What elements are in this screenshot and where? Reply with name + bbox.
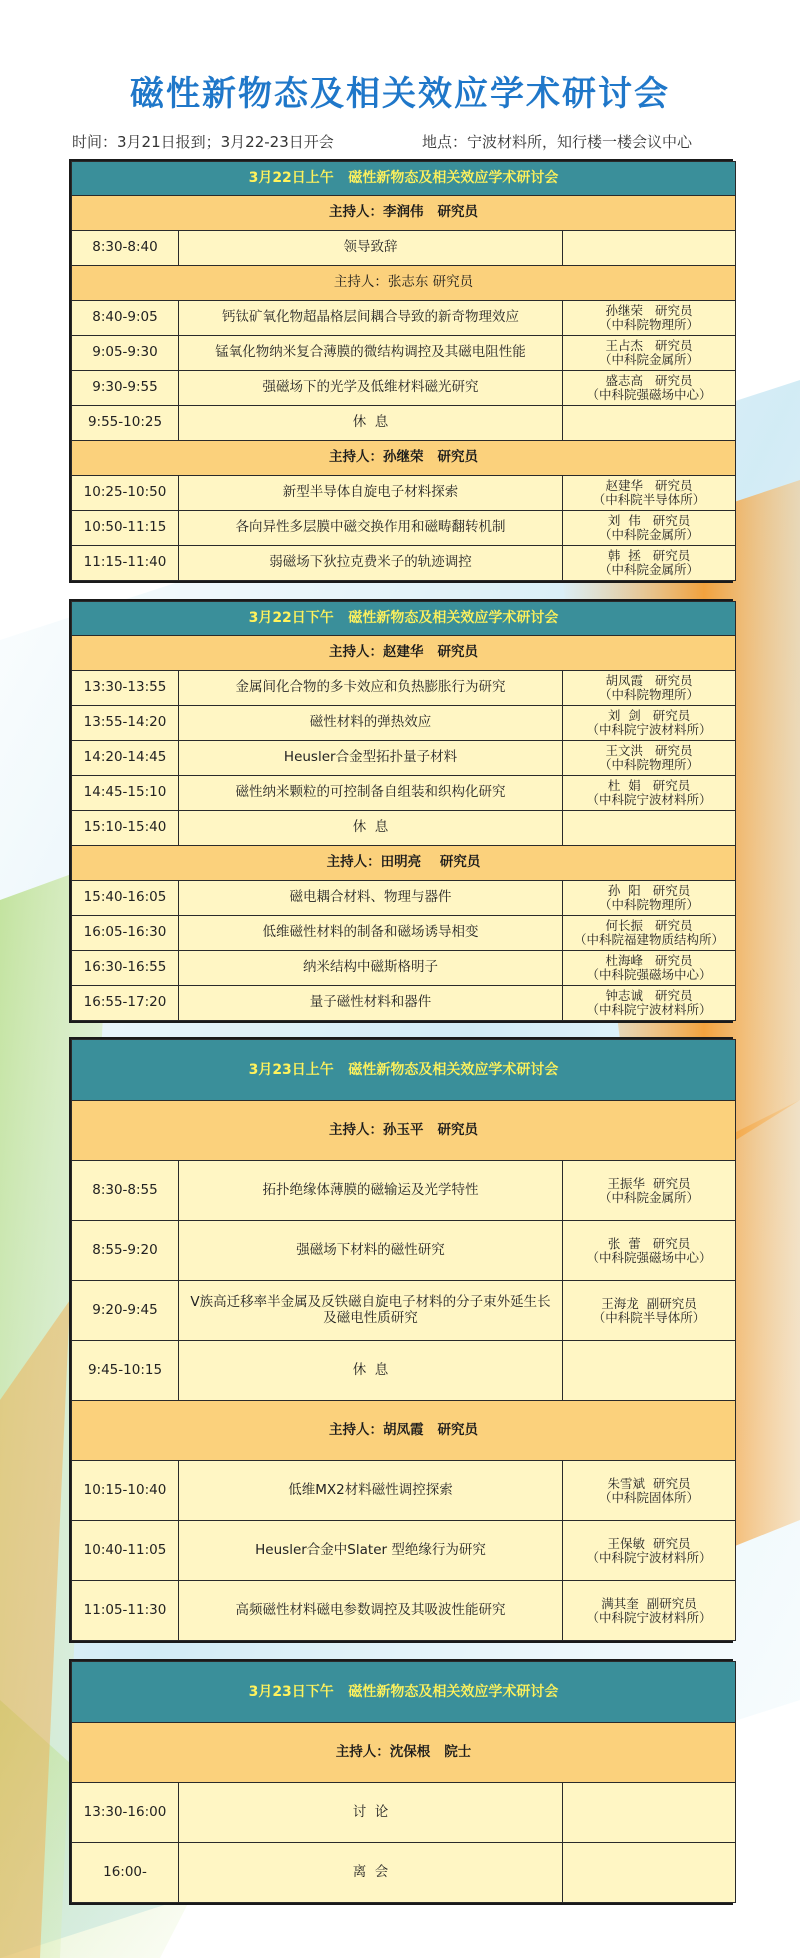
speaker-name: 满其奎 副研究员 <box>601 1595 697 1611</box>
speaker-name: 王文洪 研究员 <box>605 743 693 758</box>
speaker-name: 刘 伟 研究员 <box>607 513 691 528</box>
chair-text: 主持人：田明亮 研究员 <box>326 854 481 871</box>
talk-title: 离 会 <box>179 1843 563 1903</box>
table-row <box>72 916 736 951</box>
table-row <box>72 1161 736 1221</box>
speaker-affiliation: （中科院强磁场中心） <box>586 967 712 982</box>
speaker-cell <box>563 231 736 266</box>
speaker-name: 孙继荣 研究员 <box>605 303 693 318</box>
speaker-name: 朱雪斌 研究员 <box>607 1475 691 1491</box>
table-row <box>72 1281 736 1341</box>
table-row <box>72 1843 736 1903</box>
time-slot: 11:05-11:30 <box>72 1581 179 1641</box>
table-row <box>72 986 736 1021</box>
speaker-cell <box>563 811 736 846</box>
speaker-cell <box>563 511 736 546</box>
page-title: 磁性新物态及相关效应学术研讨会 <box>130 74 670 114</box>
table-row <box>72 811 736 846</box>
talk-title: 拓扑绝缘体薄膜的磁输运及光学特性 <box>179 1161 563 1221</box>
chair-row <box>72 196 736 231</box>
speaker-cell <box>563 916 736 951</box>
chair-text: 主持人：孙玉平 研究员 <box>328 1121 479 1138</box>
table-row <box>72 511 736 546</box>
speaker-name: 孙 阳 研究员 <box>607 883 691 898</box>
speaker-affiliation: （中科院宁波材料所） <box>586 1609 712 1625</box>
time-slot: 16:00- <box>72 1843 179 1903</box>
table-row <box>72 1221 736 1281</box>
speaker-cell <box>563 706 736 741</box>
time-slot: 10:25-10:50 <box>72 476 179 511</box>
chair-row <box>72 1101 736 1161</box>
table-row <box>72 1461 736 1521</box>
speaker-cell <box>563 1461 736 1521</box>
speaker-name: 盛志高 研究员 <box>605 373 693 388</box>
speaker-cell <box>563 371 736 406</box>
speaker-cell <box>563 986 736 1021</box>
speaker-affiliation: （中科院福建物质结构所） <box>574 932 725 947</box>
chair-row <box>72 846 736 881</box>
speaker-name: 王保敏 研究员 <box>607 1535 691 1551</box>
speaker-affiliation: （中科院半导体所） <box>592 1309 706 1325</box>
speaker-affiliation: （中科院宁波材料所） <box>586 792 712 807</box>
schedule-table <box>71 1039 736 1641</box>
talk-title: 钙钛矿氧化物超晶格层间耦合导致的新奇物理效应 <box>179 301 563 336</box>
chair-label <box>72 1101 736 1161</box>
time-slot: 10:50-11:15 <box>72 511 179 546</box>
table-row <box>72 1341 736 1401</box>
talk-title: 高频磁性材料磁电参数调控及其吸波性能研究 <box>179 1581 563 1641</box>
chair-label <box>72 441 736 476</box>
chair-row <box>72 266 736 301</box>
talk-title: 新型半导体自旋电子材料探索 <box>179 476 563 511</box>
talk-title: Heusler合金中Slater 型绝缘行为研究 <box>179 1521 563 1581</box>
speaker-cell <box>563 1341 736 1401</box>
chair-text: 主持人：张志东 研究员 <box>333 274 474 291</box>
time-info: 时间：3月21日报到；3月22-23日开会 <box>72 133 334 151</box>
speaker-cell <box>563 1521 736 1581</box>
chair-row <box>72 1401 736 1461</box>
speaker-affiliation: （中科院金属所） <box>599 562 700 577</box>
talk-title: 金属间化合物的多卡效应和负热膨胀行为研究 <box>179 671 563 706</box>
time-slot: 16:05-16:30 <box>72 916 179 951</box>
talk-title: 量子磁性材料和器件 <box>179 986 563 1021</box>
table-row <box>72 951 736 986</box>
time-slot: 16:30-16:55 <box>72 951 179 986</box>
session-header: 3月23日下午 磁性新物态及相关效应学术研讨会 <box>72 1662 736 1723</box>
place-info: 地点：宁波材料所，知行楼一楼会议中心 <box>422 133 693 151</box>
time-slot: 15:10-15:40 <box>72 811 179 846</box>
table-row <box>72 1521 736 1581</box>
speaker-cell <box>563 1221 736 1281</box>
speaker-affiliation: （中科院宁波材料所） <box>586 722 712 737</box>
talk-title: 休 息 <box>179 406 563 441</box>
speaker-cell <box>563 476 736 511</box>
talk-title: 讨 论 <box>179 1783 563 1843</box>
session-block-0322-morning <box>69 159 733 583</box>
talk-title: 锰氧化物纳米复合薄膜的微结构调控及其磁电阻性能 <box>179 336 563 371</box>
speaker-cell <box>563 1581 736 1641</box>
schedule-table <box>71 601 736 1021</box>
speaker-name: 刘 剑 研究员 <box>607 708 691 723</box>
table-row <box>72 776 736 811</box>
chair-row <box>72 636 736 671</box>
talk-title: V族高迁移率半金属及反铁磁自旋电子材料的分子束外延生长及磁电性质研究 <box>179 1281 563 1341</box>
session-header: 3月22日下午 磁性新物态及相关效应学术研讨会 <box>72 602 736 636</box>
chair-label <box>72 196 736 231</box>
chair-label <box>72 636 736 671</box>
speaker-name: 韩 拯 研究员 <box>607 548 691 563</box>
session-block-0323-morning <box>69 1037 733 1643</box>
time-slot: 13:30-13:55 <box>72 671 179 706</box>
session-block-0323-afternoon <box>69 1659 733 1905</box>
table-row <box>72 301 736 336</box>
talk-title: 低维MX2材料磁性调控探索 <box>179 1461 563 1521</box>
talk-title: 休 息 <box>179 1341 563 1401</box>
talk-title: 强磁场下的光学及低维材料磁光研究 <box>179 371 563 406</box>
speaker-name: 赵建华 研究员 <box>605 478 693 493</box>
time-slot: 16:55-17:20 <box>72 986 179 1021</box>
chair-text: 主持人：李润伟 研究员 <box>328 204 479 221</box>
time-slot: 9:05-9:30 <box>72 336 179 371</box>
speaker-name: 胡凤霞 研究员 <box>605 673 693 688</box>
speaker-cell <box>563 881 736 916</box>
speaker-name: 王海龙 副研究员 <box>601 1295 697 1311</box>
chair-text: 主持人：赵建华 研究员 <box>328 644 479 661</box>
speaker-cell <box>563 1843 736 1903</box>
table-row <box>72 546 736 581</box>
table-row <box>72 476 736 511</box>
chair-label <box>72 266 736 301</box>
chair-text: 主持人：胡凤霞 研究员 <box>328 1421 479 1438</box>
time-slot: 8:30-8:55 <box>72 1161 179 1221</box>
time-slot: 13:30-16:00 <box>72 1783 179 1843</box>
chair-label <box>72 1401 736 1461</box>
speaker-affiliation: （中科院金属所） <box>599 352 700 367</box>
speaker-name: 何长振 研究员 <box>605 918 693 933</box>
speaker-affiliation: （中科院强磁场中心） <box>586 1249 712 1265</box>
time-slot: 9:55-10:25 <box>72 406 179 441</box>
speaker-cell <box>563 776 736 811</box>
chair-text: 主持人：孙继荣 研究员 <box>328 449 479 466</box>
table-row <box>72 706 736 741</box>
talk-title: Heusler合金型拓扑量子材料 <box>179 741 563 776</box>
speaker-name: 钟志诚 研究员 <box>605 988 693 1003</box>
table-row <box>72 741 736 776</box>
talk-title: 各向异性多层膜中磁交换作用和磁畴翻转机制 <box>179 511 563 546</box>
time-slot: 13:55-14:20 <box>72 706 179 741</box>
speaker-affiliation: （中科院金属所） <box>599 527 700 542</box>
speaker-cell <box>563 951 736 986</box>
table-row <box>72 1783 736 1843</box>
talk-title: 纳米结构中磁斯格明子 <box>179 951 563 986</box>
speaker-affiliation: （中科院物理所） <box>599 317 700 332</box>
session-header: 3月23日上午 磁性新物态及相关效应学术研讨会 <box>72 1040 736 1101</box>
talk-title: 磁电耦合材料、物理与器件 <box>179 881 563 916</box>
chair-text: 主持人：沈保根 院士 <box>335 1743 472 1760</box>
schedule-table <box>71 161 736 581</box>
talk-title: 领导致辞 <box>179 231 563 266</box>
speaker-name: 张 蕾 研究员 <box>607 1235 691 1251</box>
speaker-cell <box>563 671 736 706</box>
speaker-affiliation: （中科院物理所） <box>599 897 700 912</box>
time-slot: 14:20-14:45 <box>72 741 179 776</box>
table-row <box>72 671 736 706</box>
table-row <box>72 881 736 916</box>
schedule-table <box>71 1661 736 1903</box>
time-slot: 11:15-11:40 <box>72 546 179 581</box>
talk-title: 强磁场下材料的磁性研究 <box>179 1221 563 1281</box>
time-slot: 8:30-8:40 <box>72 231 179 266</box>
speaker-affiliation: （中科院宁波材料所） <box>586 1002 712 1017</box>
speaker-cell <box>563 546 736 581</box>
speaker-cell <box>563 1783 736 1843</box>
speaker-cell <box>563 1281 736 1341</box>
talk-title: 弱磁场下狄拉克费米子的轨迹调控 <box>179 546 563 581</box>
speaker-affiliation: （中科院固体所） <box>599 1489 700 1505</box>
table-row <box>72 231 736 266</box>
talk-title: 磁性材料的弹热效应 <box>179 706 563 741</box>
time-slot: 15:40-16:05 <box>72 881 179 916</box>
chair-row <box>72 1723 736 1783</box>
talk-title: 低维磁性材料的制备和磁场诱导相变 <box>179 916 563 951</box>
time-slot: 8:55-9:20 <box>72 1221 179 1281</box>
talk-title: 休 息 <box>179 811 563 846</box>
talk-title: 磁性纳米颗粒的可控制备自组装和织构化研究 <box>179 776 563 811</box>
speaker-cell <box>563 741 736 776</box>
chair-row <box>72 441 736 476</box>
table-row <box>72 406 736 441</box>
time-slot: 8:40-9:05 <box>72 301 179 336</box>
speaker-affiliation: （中科院强磁场中心） <box>586 387 712 402</box>
chair-label <box>72 846 736 881</box>
time-slot: 9:45-10:15 <box>72 1341 179 1401</box>
speaker-cell <box>563 1161 736 1221</box>
speaker-name: 杜海峰 研究员 <box>605 953 693 968</box>
speaker-cell <box>563 301 736 336</box>
speaker-affiliation: （中科院金属所） <box>599 1189 700 1205</box>
speaker-name: 杜 娟 研究员 <box>607 778 691 793</box>
speaker-cell <box>563 406 736 441</box>
speaker-affiliation: （中科院宁波材料所） <box>586 1549 712 1565</box>
time-slot: 9:30-9:55 <box>72 371 179 406</box>
table-row <box>72 1581 736 1641</box>
session-block-0322-afternoon <box>69 599 733 1023</box>
speaker-name: 王占杰 研究员 <box>605 338 693 353</box>
speaker-name: 王振华 研究员 <box>607 1175 691 1191</box>
session-header: 3月22日上午 磁性新物态及相关效应学术研讨会 <box>72 162 736 196</box>
speaker-affiliation: （中科院物理所） <box>599 757 700 772</box>
chair-label <box>72 1723 736 1783</box>
speaker-affiliation: （中科院半导体所） <box>592 492 706 507</box>
speaker-affiliation: （中科院物理所） <box>599 687 700 702</box>
time-slot: 10:40-11:05 <box>72 1521 179 1581</box>
table-row <box>72 336 736 371</box>
speaker-cell <box>563 336 736 371</box>
table-row <box>72 371 736 406</box>
time-slot: 10:15-10:40 <box>72 1461 179 1521</box>
time-slot: 9:20-9:45 <box>72 1281 179 1341</box>
time-slot: 14:45-15:10 <box>72 776 179 811</box>
